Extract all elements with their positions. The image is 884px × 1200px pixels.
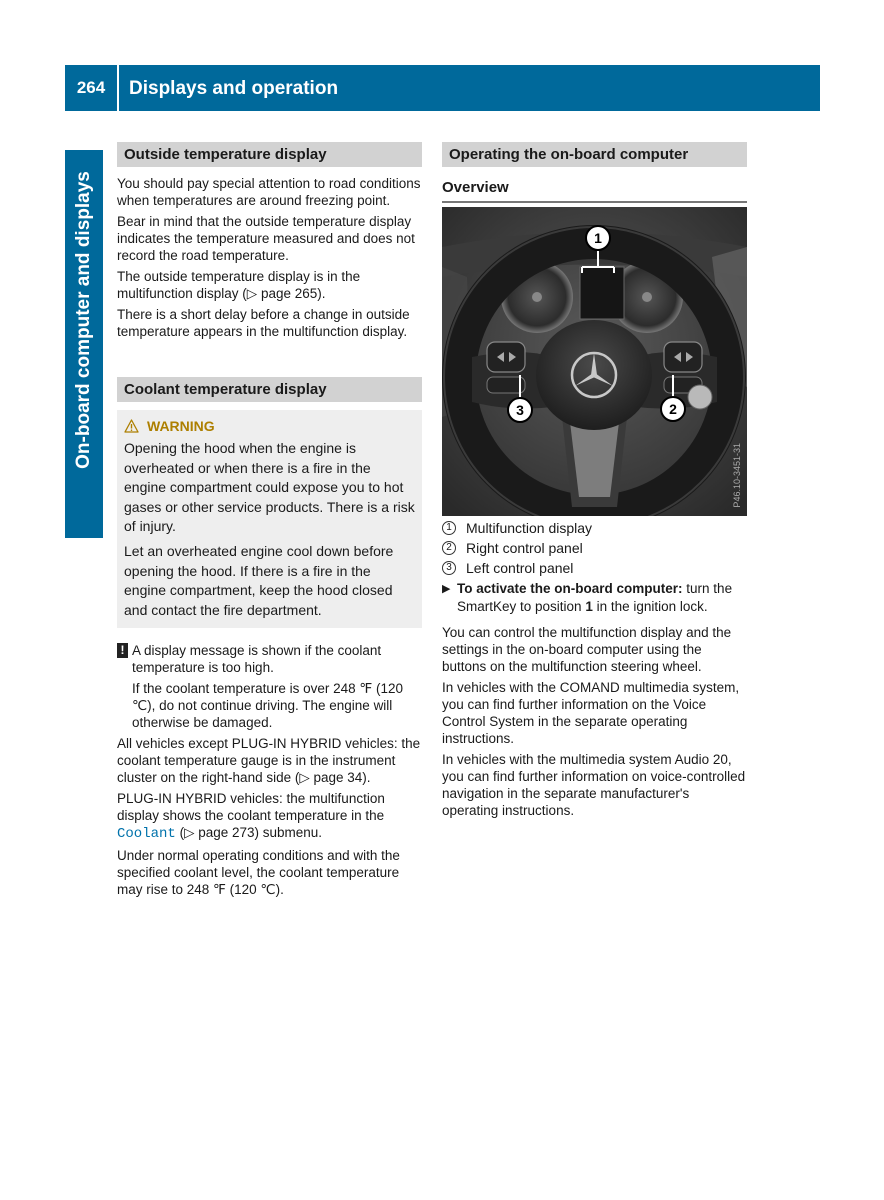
instruction-step	[442, 580, 747, 616]
step-text-before: turn the SmartKey to position	[457, 581, 733, 614]
legend-number: 1	[442, 521, 456, 535]
paragraph: Under normal operating conditions and with the specified coolant level, the coolant temperature may rise to 248 ℉ (120 ℃).	[117, 848, 400, 898]
paragraph: In vehicles with the COMAND multimedia system, you can find further information on the Voice Control System in the separate operating instructions.	[442, 680, 740, 746]
warning-text: Opening the hood when the engine is overheated or when there is a fire in the engine compartment could expose you to hot gases or other service products. There is a risk of injury.	[124, 440, 415, 535]
figure-code: P46.10-3451-31	[732, 443, 742, 508]
note-text	[132, 642, 422, 731]
paragraph: There is a short delay before a change in outside temperature appears in the multifunction display.	[117, 307, 410, 339]
step-text	[457, 580, 747, 616]
subheading-rule	[442, 201, 747, 203]
left-column	[117, 142, 422, 898]
note-paragraph: If the coolant temperature is over 248 ℉ (120 ℃), do not continue driving. The engine will otherwise be damaged.	[132, 681, 403, 731]
warning-title	[124, 416, 415, 436]
legend-label: Right control panel	[466, 540, 583, 556]
legend-item	[442, 540, 747, 556]
step-text-after: in the ignition lock.	[596, 599, 708, 614]
exclamation-icon: !	[117, 643, 128, 658]
step-arrow-icon: ▶	[442, 583, 451, 595]
legend-item	[442, 520, 747, 536]
outside-temperature-heading: Outside temperature display	[117, 142, 422, 167]
warning-triangle-icon	[124, 419, 139, 433]
overview-subheading: Overview	[442, 179, 509, 196]
plugin-text-after: (▷ page 273) submenu.	[179, 825, 323, 841]
multifunction-display-screen	[580, 267, 624, 319]
right-column	[442, 142, 747, 819]
legend-number: 2	[442, 541, 456, 555]
steering-wheel-illustration	[442, 207, 747, 516]
paragraph: All vehicles except PLUG-IN HYBRID vehicles: the coolant temperature gauge is in the instrument cluster on the right-hand side (▷ page 34).	[117, 736, 421, 786]
paragraph: You can control the multifunction display and the settings in the on-board computer using the buttons on the multifunction steering wheel.	[442, 625, 732, 674]
warning-box	[117, 410, 422, 628]
plugin-text-before: PLUG-IN HYBRID vehicles: the multifunction display shows the coolant temperature in the	[117, 791, 385, 824]
callout-1	[586, 226, 610, 250]
chapter-side-tab-label: On-board computer and displays	[73, 171, 94, 469]
step-position: 1	[585, 599, 593, 614]
svg-text:3: 3	[516, 402, 524, 418]
plugin-hybrid-paragraph	[117, 790, 422, 843]
warning-text: Let an overheated engine cool down before opening the hood. If there is a fire in the engine compartment, keep the hood closed and contact the fire department.	[124, 542, 394, 618]
callout-2	[661, 397, 685, 421]
paragraph: Bear in mind that the outside temperature display indicates the temperature measured and does not record the road temperature.	[117, 214, 415, 263]
steering-wheel-figure	[442, 207, 747, 516]
callout-3	[508, 398, 532, 422]
page-number: 264	[76, 78, 106, 97]
paragraph: You should pay special attention to road conditions when temperatures are around freezing point.	[117, 176, 421, 208]
svg-text:1: 1	[594, 230, 602, 246]
legend-number: 3	[442, 561, 456, 575]
on-board-computer-heading: Operating the on-board computer	[442, 142, 747, 167]
note-block	[117, 642, 422, 731]
chapter-side-tab-label-area	[65, 150, 103, 490]
legend-label: Multifunction display	[466, 520, 593, 536]
page-title: Displays and operation	[129, 78, 339, 99]
svg-text:2: 2	[669, 401, 677, 417]
legend-item	[442, 560, 747, 576]
warning-label: WARNING	[147, 418, 215, 434]
step-title: To activate the on-board computer:	[457, 581, 683, 596]
legend-label: Left control panel	[466, 560, 574, 576]
coolant-menu-name: Coolant	[117, 826, 176, 843]
paragraph: The outside temperature display is in the multifunction display (▷ page 265).	[117, 269, 361, 301]
coolant-temperature-heading: Coolant temperature display	[117, 377, 422, 402]
header-divider	[117, 65, 119, 111]
note-paragraph: A display message is shown if the coolant temperature is too high.	[132, 643, 382, 676]
paragraph: In vehicles with the multimedia system Audio 20, you can find further information on voice-controlled navigation in the separate manufacturer's operating instructions.	[442, 752, 746, 818]
